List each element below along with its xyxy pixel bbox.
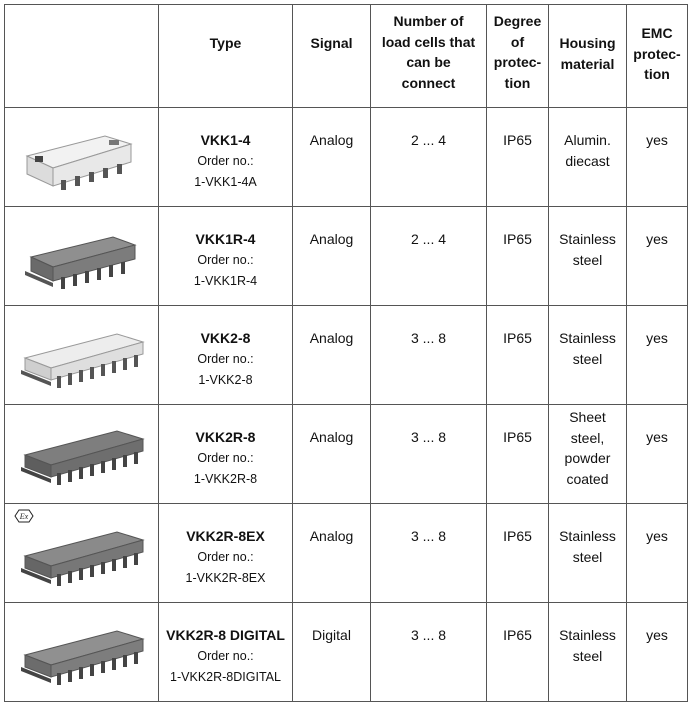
- emc-cell: yes: [627, 207, 688, 306]
- product-name: VKK2R-8 DIGITAL: [166, 627, 285, 643]
- type-cell: [159, 306, 293, 405]
- header-housing: Housing material: [549, 5, 627, 108]
- emc-cell: yes: [627, 405, 688, 504]
- protection-cell: IP65: [487, 405, 549, 504]
- dark-gray-junction-box-image: [5, 603, 158, 701]
- protection-cell: IP65: [487, 108, 549, 207]
- ex-mark-icon: [15, 510, 33, 522]
- order-number: 1-VKK1R-4: [193, 273, 258, 288]
- signal-cell: Analog: [293, 207, 371, 306]
- housing-cell: Alumin. diecast: [549, 108, 627, 207]
- emc-cell: yes: [627, 108, 688, 207]
- dark-gray-junction-box-image: [5, 405, 158, 503]
- product-name: VKK2-8: [200, 330, 251, 346]
- type-cell: [159, 405, 293, 504]
- product-image-cell: [5, 405, 159, 504]
- type-cell: [159, 108, 293, 207]
- product-table: [4, 4, 688, 702]
- order-number: 1-VKK2R-8: [193, 471, 258, 486]
- product-name: VKK2R-8: [195, 429, 256, 445]
- table-row: [5, 603, 688, 702]
- svg-text:Ex: Ex: [19, 512, 29, 521]
- signal-cell: Analog: [293, 306, 371, 405]
- header-type: Type: [159, 5, 293, 108]
- protection-cell: IP65: [487, 306, 549, 405]
- load-cells-cell: 3 ... 8: [371, 603, 487, 702]
- header-load-cells: Number of load cells that can be connect: [371, 5, 487, 108]
- product-image-cell: [5, 108, 159, 207]
- housing-cell: Stainless steel: [549, 207, 627, 306]
- order-number: 1-VKK2R-8DIGITAL: [170, 669, 281, 684]
- product-image-cell: [5, 603, 159, 702]
- load-cells-cell: 3 ... 8: [371, 405, 487, 504]
- header-emc: EMC protec- tion: [627, 5, 688, 108]
- table-row: [5, 504, 688, 603]
- signal-cell: Analog: [293, 504, 371, 603]
- housing-cell: Stainless steel: [549, 504, 627, 603]
- type-cell: [159, 504, 293, 603]
- table-row: [5, 306, 688, 405]
- protection-cell: IP65: [487, 504, 549, 603]
- protection-cell: IP65: [487, 207, 549, 306]
- emc-cell: yes: [627, 306, 688, 405]
- signal-cell: Analog: [293, 108, 371, 207]
- product-image-cell: [5, 306, 159, 405]
- signal-cell: Analog: [293, 405, 371, 504]
- housing-cell: Sheet steel, powder coated: [549, 405, 627, 504]
- emc-cell: yes: [627, 504, 688, 603]
- product-image-cell: [5, 207, 159, 306]
- type-cell: [159, 207, 293, 306]
- load-cells-cell: 2 ... 4: [371, 108, 487, 207]
- header-image: [5, 5, 159, 108]
- header-signal: Signal: [293, 5, 371, 108]
- order-number: 1-VKK2-8: [198, 372, 253, 387]
- load-cells-cell: 3 ... 8: [371, 306, 487, 405]
- order-label: Order no.:: [197, 549, 254, 564]
- order-label: Order no.:: [197, 450, 254, 465]
- light-gray-junction-box-image: [5, 108, 158, 206]
- dark-gray-junction-box-image: [5, 504, 158, 602]
- dark-gray-junction-box-image: [5, 207, 158, 305]
- emc-cell: yes: [627, 603, 688, 702]
- product-name: VKK1-4: [200, 132, 251, 148]
- light-gray-junction-box-image: [5, 306, 158, 404]
- header-row: [5, 5, 688, 108]
- order-number: 1-VKK2R-8EX: [185, 570, 266, 585]
- table-row: [5, 207, 688, 306]
- housing-cell: Stainless steel: [549, 306, 627, 405]
- protection-cell: IP65: [487, 603, 549, 702]
- load-cells-cell: 3 ... 8: [371, 504, 487, 603]
- order-number: 1-VKK1-4A: [194, 174, 257, 189]
- order-label: Order no.:: [197, 351, 254, 366]
- product-name: VKK2R-8EX: [186, 528, 265, 544]
- type-cell: [159, 603, 293, 702]
- product-image-cell: [5, 504, 159, 603]
- product-name: VKK1R-4: [195, 231, 256, 247]
- signal-cell: Digital: [293, 603, 371, 702]
- header-protection: Degree of protec- tion: [487, 5, 549, 108]
- order-label: Order no.:: [197, 252, 254, 267]
- housing-cell: Stainless steel: [549, 603, 627, 702]
- table-row: [5, 405, 688, 504]
- table-row: [5, 108, 688, 207]
- order-label: Order no.:: [197, 648, 254, 663]
- order-label: Order no.:: [197, 153, 254, 168]
- load-cells-cell: 2 ... 4: [371, 207, 487, 306]
